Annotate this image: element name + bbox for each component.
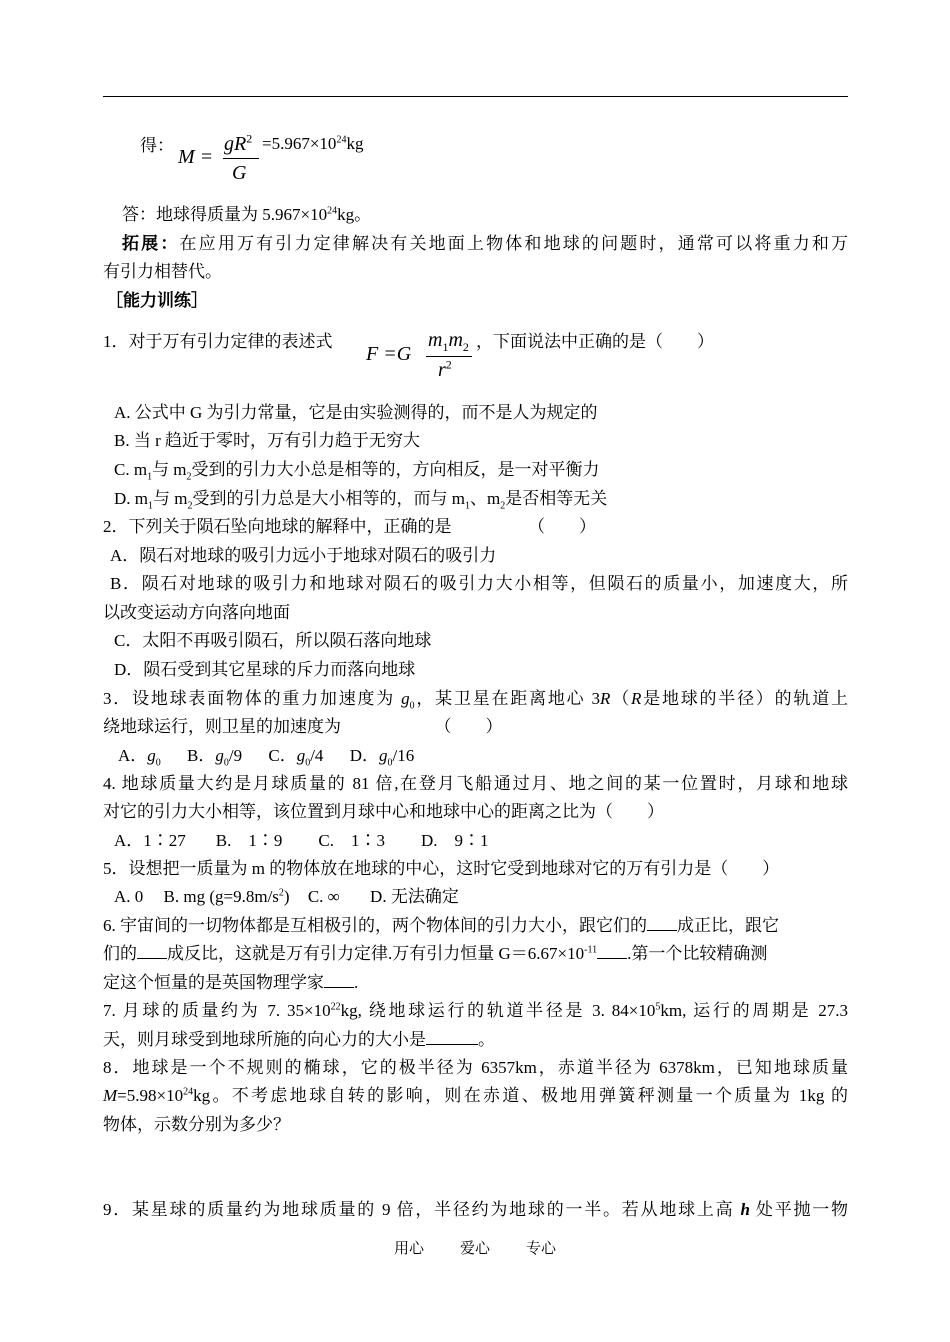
section-title: ［能力训练］ <box>106 291 208 310</box>
extension-line1: 拓展：在应用万有引力定律解决有关地面上物体和地球的问题时，通常可以将重力和万 <box>122 234 849 253</box>
q7-line2: 天，则月球受到地球所施的向心力的大小是 。 <box>103 1030 495 1049</box>
q6-line3: 定这个恒量的是英国物理学家 . <box>103 973 359 992</box>
q2-option-b-line2: 以改变运动方向落向地面 <box>103 603 290 622</box>
header-rule <box>103 96 848 97</box>
q6-blank-1[interactable] <box>647 916 677 931</box>
q3-line2: 绕地球运行，则卫星的加速度为 （ ） <box>103 717 503 736</box>
q5-stem: 5．设想把一质量为 m 的物体放在地球的中心，这时它受到地球对它的万有引力是（ ） <box>103 859 780 878</box>
q2-option-a: A．陨石对地球的吸引力远小于地球对陨石的吸引力 <box>110 546 497 565</box>
q8-line2: $M=5.98\times 10^{24}kg$。不考虑地球自转的影响，则在赤道、极地用弹簧秤测量一个质量为 1kg 的 <box>103 1086 848 1105</box>
q2-stem: 2．下列关于陨石坠向地球的解释中，正确的是 （ ） <box>103 517 596 536</box>
q2-option-b-line1: B．陨石对地球的吸引力和地球对陨石的吸引力大小相等，但陨石的质量小，加速度大，所 <box>110 574 848 593</box>
formula1-mass: M = $gR^2$ G $=5.967\times 10^{24}kg$ <box>178 131 364 184</box>
q7-line1: 7. 月球的质量约为 7. $35\times 10^{22}kg$, 绕地球运行的轨道半径是 3. $84\times 10^5km$, 运行的周期是 27.3 <box>103 1001 848 1020</box>
q6-blank-2[interactable] <box>137 944 167 959</box>
q1-option-d: D. $m_1$与 $m_2$受到的引力总是大小相等的，而与 $m_1$、$m_2$是否相等无关 <box>114 489 608 512</box>
q1-stem: 1．对于万有引力定律的表述式 <box>103 332 333 351</box>
q4-options: A．1∶27 B. 1∶9 C. 1∶3 D. 9∶1 <box>114 831 489 850</box>
q1-option-a: A. 公式中 G 为引力常量，它是由实验测得的，而不是人为规定的 <box>114 403 598 422</box>
q6-blank-3[interactable] <box>597 944 627 959</box>
q8-line3: 物体，示数分别为多少？ <box>103 1115 290 1134</box>
q8-line1: 8．地球是一个不规则的椭球，它的极半径为 6357km，赤道半径为 6378km，已知地球质量 <box>103 1058 848 1077</box>
q1-tail: ，下面说法中正确的是（ ） <box>476 332 714 351</box>
q3-options: A．$g_0$ B．$g_0/9$ C．$g_0/4$ D．$g_0/16$ <box>118 746 415 769</box>
q2-option-d: D．陨石受到其它星球的斥力而落向地球 <box>114 660 416 679</box>
q6-blank-4[interactable] <box>324 973 354 988</box>
q7-blank[interactable] <box>426 1030 478 1045</box>
q6-line1: 6. 宇宙间的一切物体都是互相极引的，两个物体间的引力大小，跟它们的 成正比，跟它 <box>103 916 779 935</box>
q1-option-c: C. $m_1$与 $m_2$受到的引力大小总是相等的，方向相反，是一对平衡力 <box>114 460 600 483</box>
q9-line1: 9．某星球的质量约为地球质量的 9 倍，半径约为地球的一半。若从地球上高 h 处平抛一物 <box>103 1200 849 1219</box>
q6-line2: 们的 成反比，这就是万有引力定律.万有引力恒量 $G=6.67\times 10^{-11}$ .第一个比较精确测 <box>103 944 768 963</box>
q1-option-b: B. 当 r 趋近于零时，万有引力趋于无穷大 <box>114 431 420 450</box>
q4-line2: 对它的引力大小相等，该位置到月球中心和地球中心的距离之比为（ ） <box>103 802 664 821</box>
q2-option-c: C．太阳不再吸引陨石，所以陨石落向地球 <box>114 631 432 650</box>
q1-formula: F =G $m_1m_2$ $r^2$ <box>366 325 486 387</box>
page-footer: 用心 爱心 专心 <box>393 1241 557 1257</box>
formula1-prefix: 得： <box>140 136 174 155</box>
q3-line1: 3．设地球表面物体的重力加速度为 $g_0$，某卫星在距离地心 3R（R是地球的半径）的轨道上 <box>103 689 849 712</box>
answer-line: 答：地球得质量为 $5.967\times 10^{24}kg$。 <box>122 205 372 224</box>
q5-options: A. 0 B. mg $(g=9.8m/s^2)$ C. ∞ D. 无法确定 <box>114 887 459 906</box>
q4-line1: 4. 地球质量大约是月球质量的 81 倍,在登月飞船通过月、地之间的某一位置时，月球和地球 <box>103 774 848 793</box>
extension-line2: 有引力相替代。 <box>103 262 222 281</box>
